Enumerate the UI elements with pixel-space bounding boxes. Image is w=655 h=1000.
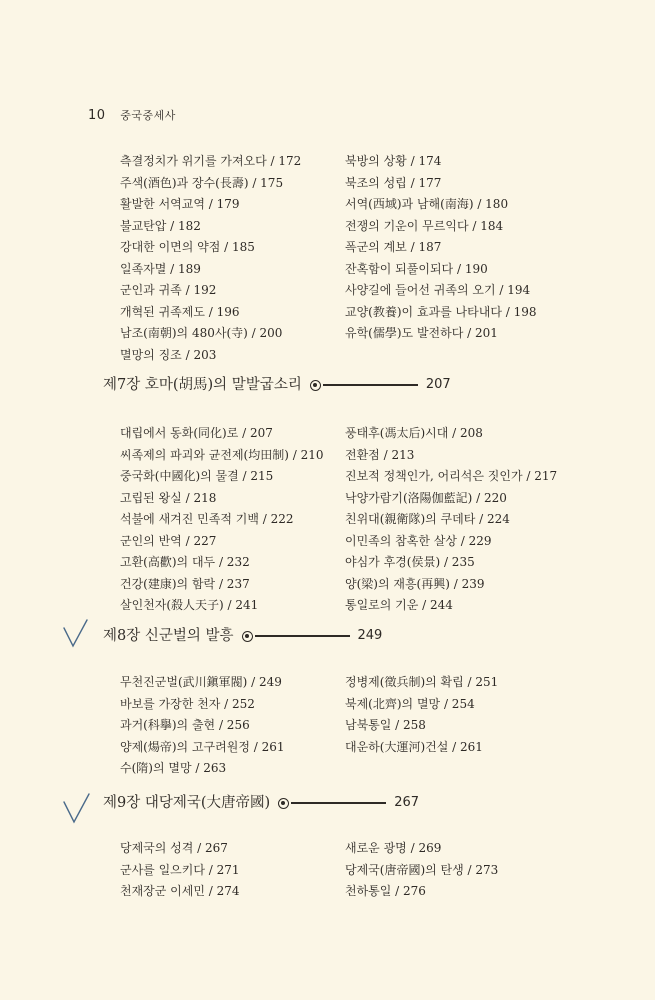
toc-entry[interactable]: 북제(北齊)의 멸망 / 254 — [345, 696, 475, 711]
toc-entry[interactable]: 씨족제의 파괴와 균전제(均田制) / 210 — [120, 447, 324, 462]
circle-ornament-icon — [242, 631, 253, 642]
chapter-title: 제9장 대당제국(大唐帝國) — [103, 795, 271, 811]
toc-entry[interactable]: 통일로의 기운 / 244 — [345, 598, 453, 612]
leader-line — [323, 384, 418, 386]
chapter-page: 249 — [357, 628, 383, 643]
running-header — [88, 107, 176, 123]
chapter-title: 제8장 신군벌의 발흥 — [103, 628, 234, 644]
toc-entry[interactable]: 잔혹함이 되풀이되다 / 190 — [345, 261, 488, 276]
toc-entry[interactable]: 불교탄압 / 182 — [120, 218, 201, 233]
chapter-8-heading[interactable] — [103, 624, 382, 648]
toc-entry[interactable]: 사양길에 들어선 귀족의 오기 / 194 — [345, 283, 531, 297]
toc-entry[interactable]: 바보를 가장한 천자 / 252 — [120, 696, 255, 711]
toc-column-right — [345, 151, 537, 345]
toc-entry[interactable]: 남조(南朝)의 480사(寺) / 200 — [120, 326, 283, 340]
toc-entry[interactable]: 당제국의 성격 / 267 — [120, 841, 228, 855]
toc-entry[interactable]: 전쟁의 기운이 무르익다 / 184 — [345, 218, 504, 233]
toc-entry[interactable]: 교양(教養)이 효과를 나타내다 / 198 — [345, 304, 537, 319]
chapter-7-heading[interactable] — [103, 373, 451, 397]
toc-column-right — [345, 672, 498, 758]
toc-entry[interactable]: 이민족의 참혹한 살상 / 229 — [345, 533, 492, 548]
toc-entry[interactable]: 유학(儒學)도 발전하다 / 201 — [345, 326, 498, 340]
toc-entry[interactable]: 진보적 정책인가, 어리석은 짓인가 / 217 — [345, 469, 558, 483]
toc-column-left — [120, 151, 301, 366]
toc-entry[interactable]: 정병제(徵兵制)의 확립 / 251 — [345, 675, 499, 689]
toc-column-left — [120, 672, 285, 780]
toc-entry[interactable]: 주색(酒色)과 장수(長壽) / 175 — [120, 175, 284, 190]
toc-entry[interactable]: 과거(科擧)의 출현 / 256 — [120, 718, 250, 732]
book-title: 중국중세사 — [120, 109, 176, 122]
toc-entry[interactable]: 고환(高歡)의 대두 / 232 — [120, 555, 250, 569]
page-number: 10 — [88, 108, 106, 123]
toc-column-left — [120, 423, 324, 617]
toc-entry[interactable]: 강대한 이면의 약점 / 185 — [120, 240, 255, 254]
toc-entry[interactable]: 당제국(唐帝國)의 탄생 / 273 — [345, 862, 499, 877]
toc-entry[interactable]: 일족자멸 / 189 — [120, 261, 201, 276]
leader-line — [255, 635, 350, 637]
toc-entry[interactable]: 수(隋)의 멸망 / 263 — [120, 761, 227, 775]
toc-entry[interactable]: 대립에서 동화(同化)로 / 207 — [120, 426, 273, 440]
toc-entry[interactable]: 북방의 상황 / 174 — [345, 154, 442, 168]
toc-entry[interactable]: 중국화(中國化)의 물결 / 215 — [120, 469, 274, 483]
toc-entry[interactable]: 무천진군벌(武川鎭軍閥) / 249 — [120, 675, 282, 689]
toc-entry[interactable]: 천재장군 이세민 / 274 — [120, 884, 240, 898]
toc-entry[interactable]: 고립된 왕실 / 218 — [120, 490, 217, 505]
toc-entry[interactable]: 측결정치가 위기를 가져오다 / 172 — [120, 154, 302, 168]
toc-entry[interactable]: 천하통일 / 276 — [345, 884, 426, 898]
toc-entry[interactable]: 양제(煬帝)의 고구려원정 / 261 — [120, 739, 285, 754]
checkmark-icon — [62, 618, 90, 650]
leader-line — [291, 802, 386, 804]
checkmark-icon — [62, 792, 92, 826]
toc-entry[interactable]: 개혁된 귀족제도 / 196 — [120, 304, 240, 319]
toc-entry[interactable]: 풍태후(馮太后)시대 / 208 — [345, 426, 483, 440]
circle-ornament-icon — [278, 798, 289, 809]
toc-column-right — [345, 423, 557, 617]
chapter-9-heading[interactable] — [103, 791, 419, 815]
toc-entry[interactable]: 군인의 반역 / 227 — [120, 533, 217, 548]
circle-ornament-icon — [310, 380, 321, 391]
toc-entry[interactable]: 친위대(親衛隊)의 쿠데타 / 224 — [345, 512, 510, 526]
toc-entry[interactable]: 대운하(大運河)건설 / 261 — [345, 739, 483, 754]
toc-column-left — [120, 838, 240, 903]
toc-entry[interactable]: 건강(建康)의 함락 / 237 — [120, 576, 250, 591]
toc-entry[interactable]: 남북통일 / 258 — [345, 718, 426, 732]
chapter-page: 267 — [394, 795, 420, 810]
toc-entry[interactable]: 서역(西域)과 남해(南海) / 180 — [345, 197, 509, 211]
toc-column-right — [345, 838, 498, 903]
toc-entry[interactable]: 북조의 성립 / 177 — [345, 175, 442, 190]
toc-entry[interactable]: 양(梁)의 재흥(再興) / 239 — [345, 576, 485, 591]
toc-entry[interactable]: 석불에 새겨진 민족적 기백 / 222 — [120, 512, 294, 526]
toc-entry[interactable]: 군사를 일으키다 / 271 — [120, 862, 240, 877]
toc-entry[interactable]: 전환점 / 213 — [345, 447, 415, 462]
chapter-page: 207 — [425, 377, 451, 392]
toc-entry[interactable]: 야심가 후경(侯景) / 235 — [345, 555, 475, 569]
toc-entry[interactable]: 활발한 서역교역 / 179 — [120, 197, 240, 211]
toc-entry[interactable]: 낙양가람기(洛陽伽藍記) / 220 — [345, 490, 507, 505]
toc-entry[interactable]: 새로운 광명 / 269 — [345, 841, 442, 855]
toc-entry[interactable]: 살인천자(殺人天子) / 241 — [120, 598, 259, 612]
toc-entry[interactable]: 멸망의 징조 / 203 — [120, 347, 217, 362]
toc-entry[interactable]: 폭군의 계보 / 187 — [345, 240, 442, 254]
chapter-title: 제7장 호마(胡馬)의 말발굽소리 — [103, 377, 302, 393]
toc-entry[interactable]: 군인과 귀족 / 192 — [120, 283, 217, 297]
